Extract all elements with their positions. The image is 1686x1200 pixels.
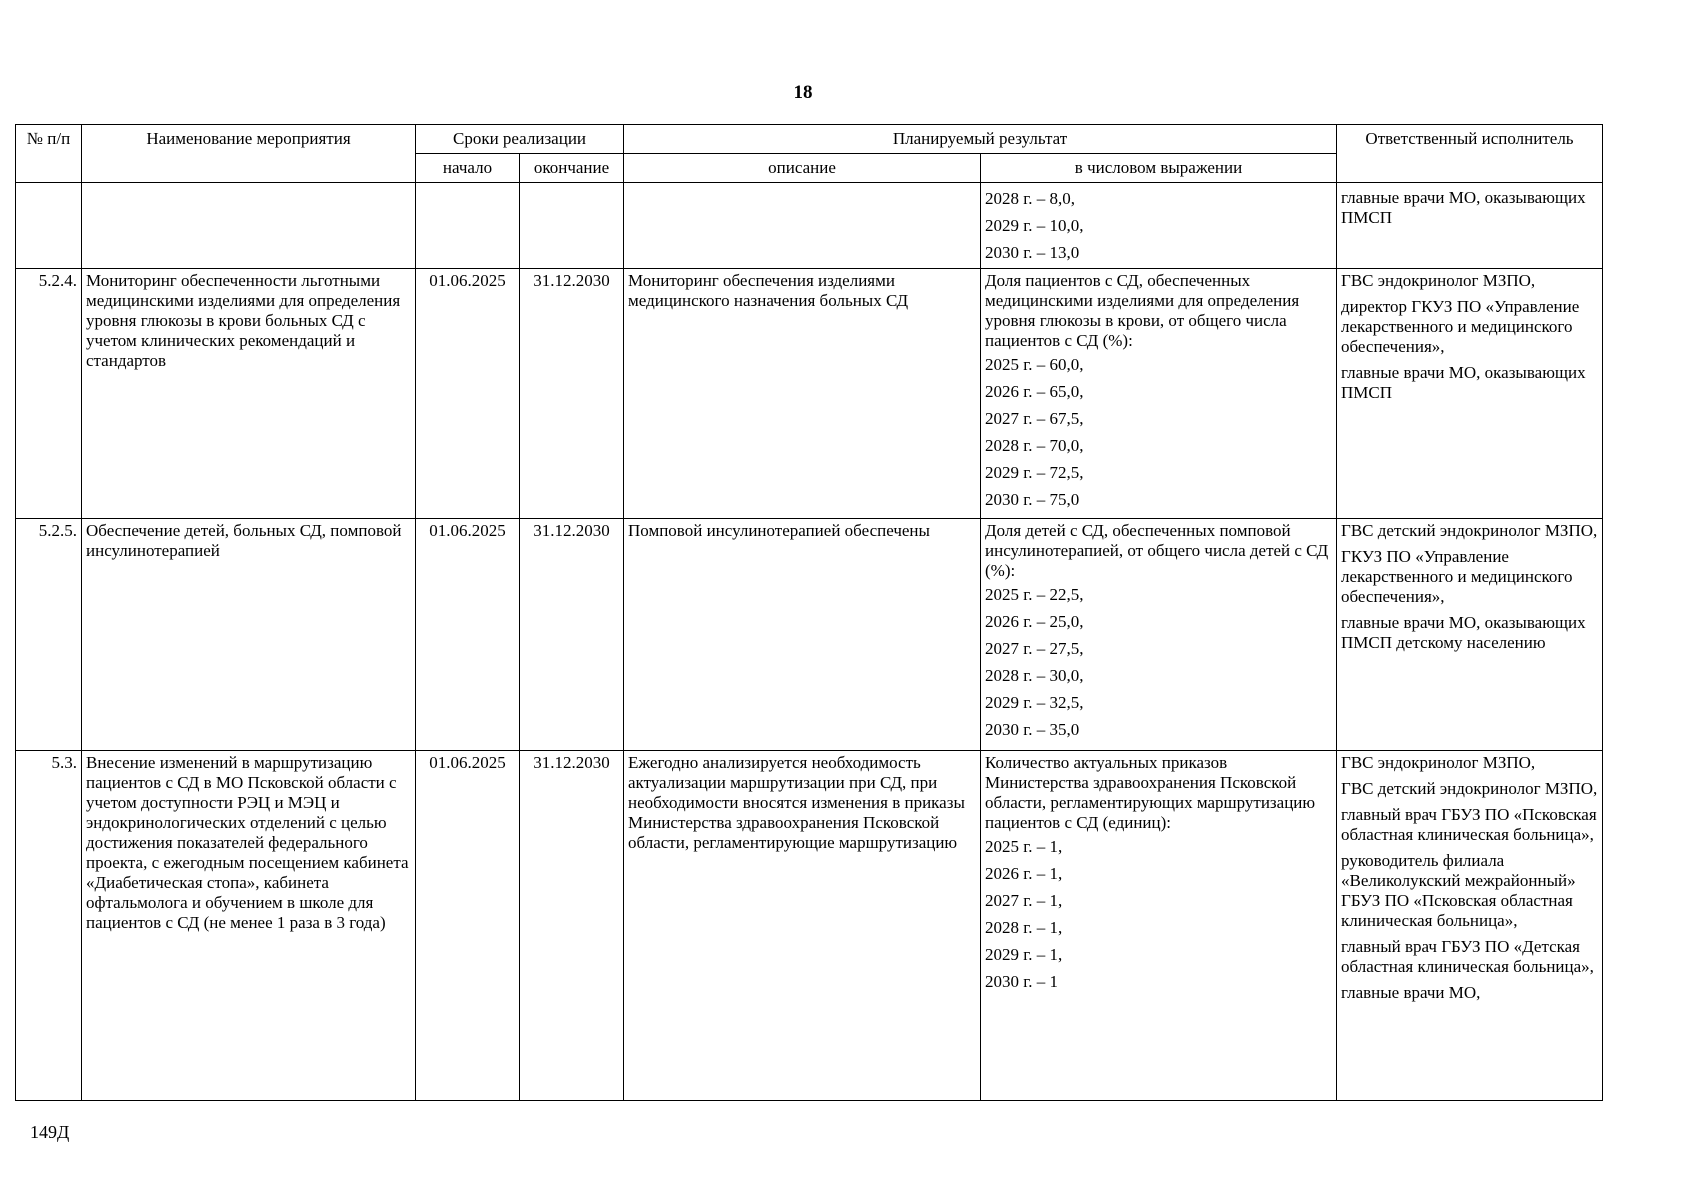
responsible-entry: руководитель филиала «Великолукский межрайонный» ГБУЗ ПО «Псковская областная клиническая больница», — [1341, 851, 1576, 930]
header-responsible: Ответственный исполнитель — [1337, 125, 1603, 183]
year-value: 2030 г. – 75,0 — [985, 490, 1080, 509]
year-value: 2027 г. – 67,5, — [985, 409, 1084, 428]
cell-num: 5.2.4. — [16, 269, 82, 519]
cell-numeric — [981, 183, 1337, 269]
cell-name — [82, 183, 416, 269]
year-value: 2026 г. – 25,0, — [985, 612, 1084, 631]
cell-responsible — [1337, 269, 1603, 519]
header-result: Планируемый результат — [624, 125, 1337, 154]
responsible-entry: ГВС детский эндокринолог МЗПО, — [1341, 779, 1598, 798]
numeric-description: Количество актуальных приказов Министерства здравоохранения Псковской области, регламентирующих маршрутизацию пациентов с СД (единиц): — [985, 753, 1316, 832]
cell-description: Помповой инсулинотерапией обеспечены — [624, 519, 981, 751]
responsible-entry: главный врач ГБУЗ ПО «Детская областная клиническая больница», — [1341, 937, 1594, 976]
responsible-entry: главный врач ГБУЗ ПО «Псковская областная клиническая больница», — [1341, 805, 1597, 844]
cell-numeric — [981, 519, 1337, 751]
cell-end: 31.12.2030 — [520, 519, 624, 751]
cell-description — [624, 183, 981, 269]
cell-description: Ежегодно анализируется необходимость актуализации маршрутизации при СД, при необходимости вносятся изменения в приказы Министерства здравоохранения Псковской области, регламентирующие маршрутизацию — [624, 751, 981, 1101]
cell-start — [416, 183, 520, 269]
table-header — [16, 125, 1603, 183]
cell-num — [16, 183, 82, 269]
cell-start: 01.06.2025 — [416, 519, 520, 751]
cell-num: 5.2.5. — [16, 519, 82, 751]
responsible-entry: директор ГКУЗ ПО «Управление лекарственного и медицинского обеспечения», — [1341, 297, 1580, 356]
year-value: 2026 г. – 1, — [985, 864, 1063, 883]
responsible-entry: ГКУЗ ПО «Управление лекарственного и медицинского обеспечения», — [1341, 547, 1573, 606]
year-value: 2025 г. – 22,5, — [985, 585, 1084, 604]
year-value: 2028 г. – 1, — [985, 918, 1063, 937]
cell-responsible — [1337, 751, 1603, 1101]
year-value: 2025 г. – 1, — [985, 837, 1063, 856]
responsible-entry: ГВС эндокринолог МЗПО, — [1341, 271, 1536, 290]
cell-num: 5.3. — [16, 751, 82, 1101]
year-value: 2027 г. – 27,5, — [985, 639, 1084, 658]
cell-name: Внесение изменений в маршрутизацию пациентов с СД в МО Псковской области с учетом доступности РЭЦ и МЭЦ и эндокринологических отделений с целью достижения показателей федерального проекта, с ежегодным посещением кабинета «Диабетическая стопа», кабинета офтальмолога и обучением в школе для пациентов с СД (не менее 1 раза в 3 года) — [82, 751, 416, 1101]
cell-end: 31.12.2030 — [520, 751, 624, 1101]
action-plan-table — [15, 124, 1603, 1101]
year-value: 2030 г. – 13,0 — [985, 243, 1080, 262]
header-start: начало — [416, 154, 520, 183]
page-number: 18 — [793, 82, 813, 103]
cell-name: Мониторинг обеспеченности льготными медицинскими изделиями для определения уровня глюкозы в крови больных СД с учетом клинических рекомендаций и стандартов — [82, 269, 416, 519]
year-value: 2029 г. – 72,5, — [985, 463, 1084, 482]
header-description: описание — [624, 154, 981, 183]
year-value: 2028 г. – 30,0, — [985, 666, 1084, 685]
cell-numeric — [981, 751, 1337, 1101]
table-row — [16, 751, 1603, 1101]
cell-responsible — [1337, 519, 1603, 751]
year-value: 2028 г. – 70,0, — [985, 436, 1084, 455]
responsible-entry: главные врачи МО, оказывающих ПМСП — [1341, 188, 1586, 227]
document-code: 149Д — [30, 1122, 70, 1142]
year-value: 2030 г. – 1 — [985, 972, 1059, 991]
year-value: 2029 г. – 32,5, — [985, 693, 1084, 712]
responsible-entry: главные врачи МО, — [1341, 983, 1481, 1002]
header-end: окончание — [520, 154, 624, 183]
cell-numeric — [981, 269, 1337, 519]
year-value: 2026 г. – 65,0, — [985, 382, 1084, 401]
year-value: 2030 г. – 35,0 — [985, 720, 1080, 739]
year-value: 2028 г. – 8,0, — [985, 189, 1076, 208]
table-row — [16, 519, 1603, 751]
responsible-entry: ГВС детский эндокринолог МЗПО, — [1341, 521, 1598, 540]
cell-end: 31.12.2030 — [520, 269, 624, 519]
cell-responsible — [1337, 183, 1603, 269]
numeric-description: Доля детей с СД, обеспеченных помповой инсулинотерапией, от общего числа детей с СД (%): — [985, 521, 1329, 580]
numeric-description: Доля пациентов с СД, обеспеченных медицинскими изделиями для определения уровня глюкозы в крови, от общего числа пациентов с СД (%): — [985, 271, 1300, 350]
header-terms: Сроки реализации — [416, 125, 624, 154]
table-row-continuation — [16, 183, 1603, 269]
cell-name: Обеспечение детей, больных СД, помповой инсулинотерапией — [82, 519, 416, 751]
responsible-entry: главные врачи МО, оказывающих ПМСП — [1341, 363, 1586, 402]
cell-end — [520, 183, 624, 269]
table-row — [16, 269, 1603, 519]
year-value: 2027 г. – 1, — [985, 891, 1063, 910]
header-name: Наименование мероприятия — [82, 125, 416, 183]
cell-start: 01.06.2025 — [416, 269, 520, 519]
year-value: 2025 г. – 60,0, — [985, 355, 1084, 374]
header-num: № п/п — [16, 125, 82, 183]
header-numeric: в числовом выражении — [981, 154, 1337, 183]
year-value: 2029 г. – 10,0, — [985, 216, 1084, 235]
responsible-entry: ГВС эндокринолог МЗПО, — [1341, 753, 1536, 772]
cell-start: 01.06.2025 — [416, 751, 520, 1101]
cell-description: Мониторинг обеспечения изделиями медицинского назначения больных СД — [624, 269, 981, 519]
year-value: 2029 г. – 1, — [985, 945, 1063, 964]
responsible-entry: главные врачи МО, оказывающих ПМСП детскому населению — [1341, 613, 1586, 652]
